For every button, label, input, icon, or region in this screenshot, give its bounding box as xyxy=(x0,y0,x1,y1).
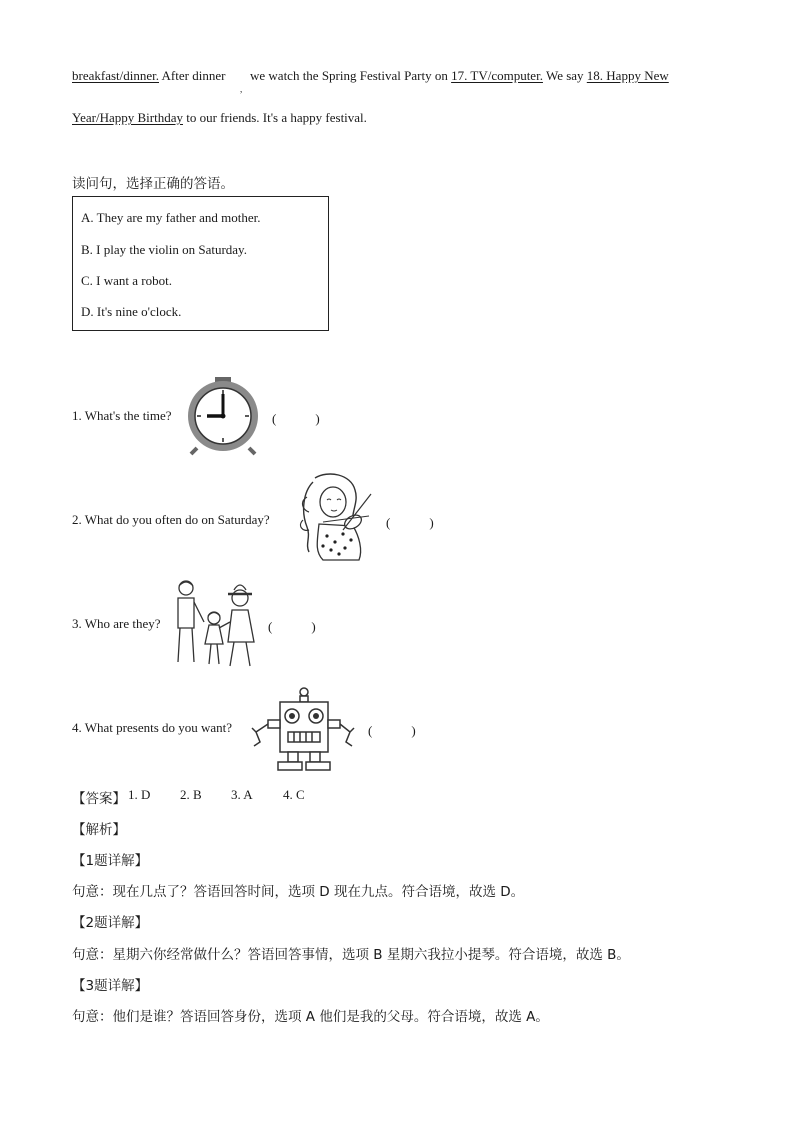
answer-item-4: 4. C xyxy=(283,787,305,802)
analysis-label: 【解析】 xyxy=(72,822,126,838)
answer-blank-2[interactable]: ( ) xyxy=(386,515,434,530)
answer-label: 【答案】 xyxy=(72,791,126,807)
option-b: B. I play the violin on Saturday. xyxy=(81,242,247,257)
detail-text-1: 句意：现在几点了？答语回答时间，选项 D 现在九点。符合语境，故选 D。 xyxy=(72,884,525,900)
question-1: 1. What's the time? xyxy=(72,408,172,423)
answer-item-3: 3. A xyxy=(231,787,253,802)
violin-girl-icon xyxy=(293,472,375,564)
question-3: 3. Who are they? xyxy=(72,616,161,631)
family-icon xyxy=(172,578,258,670)
option-c: C. I want a robot. xyxy=(81,273,172,288)
detail-heading-1: 【1题详解】 xyxy=(72,853,149,869)
passage-underline-2: 17. TV/computer. xyxy=(451,68,543,83)
answer-item-2: 2. B xyxy=(180,787,202,802)
answer-blank-1[interactable]: ( ) xyxy=(272,411,320,426)
passage-text-4: to our friends. It's a happy festival. xyxy=(182,110,367,125)
option-a: A. They are my father and mother. xyxy=(81,210,261,225)
passage-underline-3: 18. Happy New xyxy=(586,68,669,83)
detail-text-3: 句意：他们是谁？答语回答身份，选项 A 他们是我的父母。符合语境，故选 A。 xyxy=(72,1009,549,1025)
passage-text-1: After dinner xyxy=(159,68,226,83)
comma-mark: , xyxy=(240,84,243,94)
question-2: 2. What do you often do on Saturday? xyxy=(72,512,270,527)
passage-line-2 xyxy=(72,110,367,126)
passage-underline-1: breakfast/dinner. xyxy=(72,68,159,83)
passage-line-1 xyxy=(72,68,225,84)
passage-underline-4: Year/Happy Birthday xyxy=(72,110,183,125)
answer-blank-4[interactable]: ( ) xyxy=(368,723,416,738)
option-d: D. It's nine o'clock. xyxy=(81,304,182,319)
detail-heading-2: 【2题详解】 xyxy=(72,915,149,931)
detail-heading-3: 【3题详解】 xyxy=(72,978,149,994)
question-4: 4. What presents do you want? xyxy=(72,720,233,735)
detail-text-2: 句意：星期六你经常做什么？答语回答事情，选项 B 星期六我拉小提琴。符合语境，故选 B。 xyxy=(72,947,630,963)
instruction: 读问句，选择正确的答语。 xyxy=(72,176,234,192)
passage-text-2: we watch the Spring Festival Party on xyxy=(250,68,452,83)
answer-blank-3[interactable]: ( ) xyxy=(268,619,316,634)
answer-item-1: 1. D xyxy=(128,787,151,802)
passage-text-3: We say xyxy=(542,68,587,83)
options-box xyxy=(72,196,329,331)
passage-line-1b xyxy=(250,68,669,84)
clock-icon xyxy=(183,376,263,456)
robot-icon xyxy=(248,686,358,772)
